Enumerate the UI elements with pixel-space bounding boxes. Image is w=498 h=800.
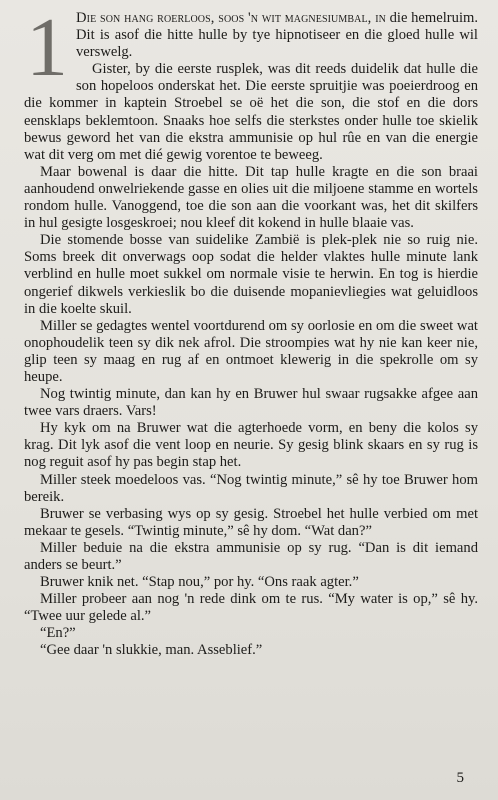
paragraph: Maar bowenal is daar die hitte. Dit tap hulle kragte en die son braai aanhoudend onwelriekende gasse en olies uit die miljoene stamme en wortels rondom hulle. Vanoggend, toe die son aan die voorkant was, het dit skilfers in hul gesigte losgeskroei; nou kleef dit kokend in hulle blaaie vas. — [24, 163, 478, 232]
paragraph: Gister, by die eerste rusplek, was dit reeds duidelik dat hulle die son hopeloos onderskat het. Die eerste spruitjie was poeierdroog en die kommer in kaptein Stroebel se oë het die son, die stof en die dors eensklaps beklemtoon. Snaaks hoe selfs die sterkstes onder hulle toe skielik bewus geword het van die ekstra ammunisie op hul rûe en van die energie wat dit verg om met dié gewig vorentoe te beweeg. — [24, 61, 478, 163]
paragraph: Miller beduie na die ekstra ammunisie op sy rug. “Dan is dit iemand anders se beurt.” — [24, 539, 478, 573]
paragraph: Hy kyk om na Bruwer wat die agterhoede vorm, en beny die kolos sy krag. Dit lyk asof die vent loop en neurie. Sy gesig blink skaars en sy rug is nog reguit asof hy pas begin stap het. — [24, 420, 478, 471]
paragraph: Miller se gedagtes wentel voortdurend om sy oorlosie en om die sweet wat onophoudelik teen sy dik nek afrol. Die stroompies wat hy nie kan keer nie, glip teen sy maag en rug af en ontmoet klewerig in die spekrolle om sy heupe. — [24, 317, 478, 385]
paragraph: Bruwer se verbasing wys op sy gesig. Stroebel het hulle verbied om met mekaar te gesels. “Twintig minute,” sê hy dom. “Wat dan?” — [24, 505, 478, 539]
paragraph: “En?” — [40, 625, 76, 642]
chapter-number: 1 — [26, 1, 68, 94]
body-text — [24, 1, 478, 660]
paragraph: Miller probeer aan nog 'n rede dink om te rus. “My water is op,” sê hy. “Twee uur gelede al.” — [24, 591, 478, 625]
paragraph: Bruwer knik net. “Stap nou,” por hy. “Ons raak agter.” — [40, 574, 359, 591]
opening-paragraph-rest: die hemelruim. Dit is asof die hitte hulle by tye hipnotiseer en die gloed hulle wil verswelg. — [76, 10, 478, 61]
opening-paragraph — [24, 10, 478, 61]
paragraph: Nog twintig minute, dan kan hy en Bruwer hul swaar rugsakke afgee aan twee vars draers. Vars! — [24, 386, 478, 420]
page-number: 5 — [456, 770, 464, 786]
paragraph: Miller steek moedeloos vas. “Nog twintig minute,” sê hy toe Bruwer hom bereik. — [24, 471, 478, 505]
opening-small-caps: Die son hang roerloos, soos 'n wit magnesiumbal, in — [76, 10, 386, 26]
paragraph: “Gee daar 'n slukkie, man. Asseblief.” — [40, 642, 263, 659]
paragraph: Die stomende bosse van suidelike Zambië is plek-plek nie so ruig nie. Soms breek dit onverwags oop sodat die helder vlaktes hulle minute lank verblind en hulle moet sukkel om normale visie te herwin. En tog is hierdie ongerief dikwels verkieslik bo die duisende mopanievliegies wat geluidloos in die koelte skuil. — [24, 232, 478, 317]
